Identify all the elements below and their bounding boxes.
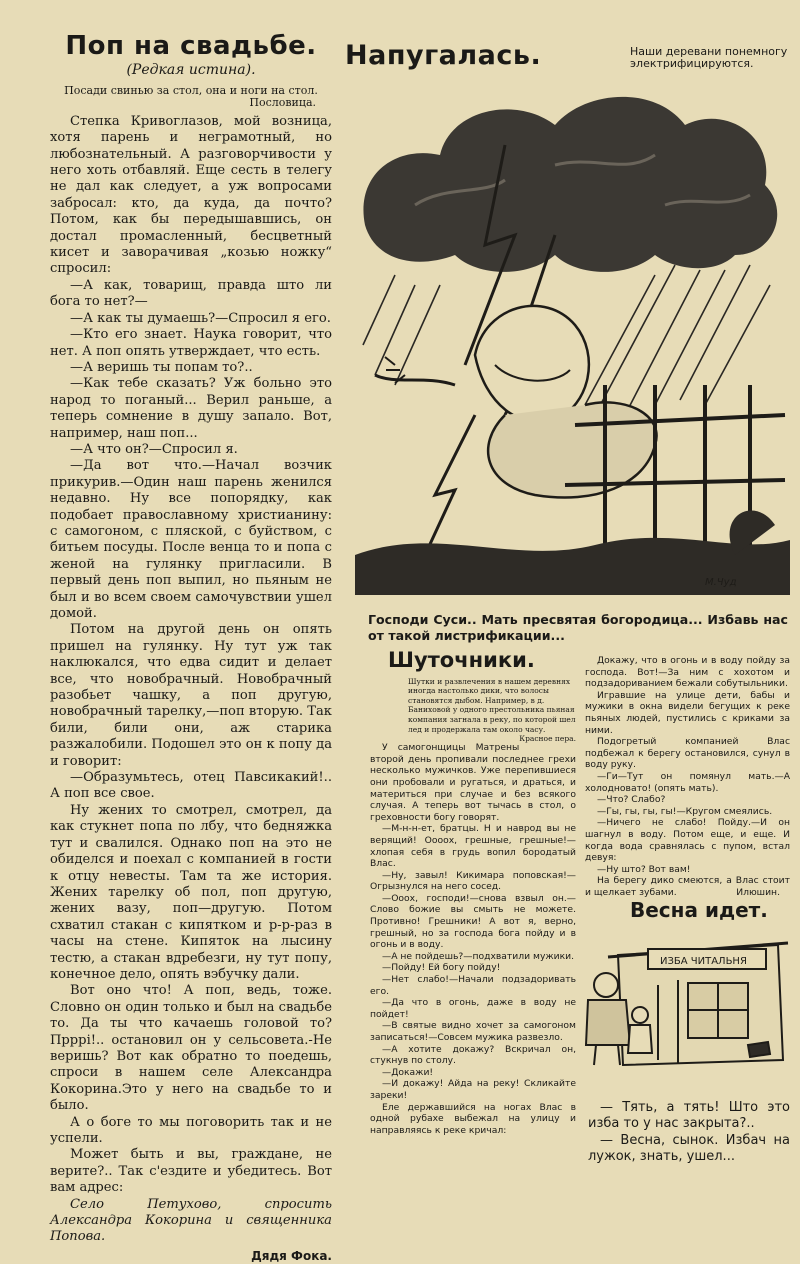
article-subtitle: (Редкая истина).: [126, 62, 256, 79]
paragraph: —Образумьтесь, отец Павсикакий!.. А поп все свое.: [50, 770, 332, 802]
paragraph: На берегу дико смеются, а Влас стоит и щелкает зубами.: [585, 875, 790, 898]
dialogue-line: — Весна, сынок. Избач на лужок, знать, ушел...: [588, 1132, 790, 1165]
paragraph: —Ну што? Вот вам!: [597, 863, 691, 875]
epigraph: [50, 85, 332, 110]
paragraph: —М-н-н-ет, братцы. Н и наврод вы не верящий! Оооох, грешные, грешные!—хлопая себя в грудь вопил бородатый Влас.: [370, 823, 576, 870]
paragraph: У самогонщицы Матрены второй день пропивали последнее грехи несколько мужичков. Уже перепившиеся они пробовали и ругаться, и драться, и материться при случае и без всякого случая. А теперь вот тычась в стол, о греховности богу говорят.: [370, 742, 576, 823]
epigraph-source: Пословица.: [249, 96, 316, 110]
paragraph: —Ничего не слабо! Пойду.—И он шагнул в воду. Потом еще, и еще. И когда вода сравнялась с пупом, встал девуя:: [585, 817, 790, 864]
paragraph: —Да вот что.—Начал возчик прикурив.—Один наш парень женился недавно. Ну все попорядку, как подобает православному христианину: с самогоном, с пляской, с буйством, с битьем посуды. После венца то и попа с женой на гулянку пригласили. В первый день поп выпил, но пьяным не был и во всем своем самочувствии ушел домой.: [50, 458, 332, 621]
dialogue-line: — Тять, а тять! Што это изба то у нас закрыта?..: [588, 1100, 790, 1132]
paragraph: —Ооох, господи!—снова взвыл он.— Слово божие вы смыть не можете. Противно! Грешники! А вот я, верно, грешный, но за господа бога пойду и в огонь и в воду.: [370, 892, 576, 951]
jokers-signature: Илюшин.: [736, 886, 780, 898]
article-shutochniki: [370, 648, 576, 1136]
epigraph-text: Посади свинью за стол, она и ноги на стол.: [64, 83, 318, 97]
article-pop-na-svadbe: [50, 31, 332, 1264]
paragraph: Потом на другой день он опять пришел на гулянку. Ну тут уж так наклюкался, что едва сидит и делает все, что новобрачный. Новобрачный разобьет чашку, а поп другую, новобрачный тарелку,—поп вторую. Так били, били они, аж старика разжалобили. Подошел это он к попу да и говорит:: [50, 622, 332, 769]
reading-hut-sign: ИЗБА ЧИТАЛЬНЯ: [660, 956, 747, 967]
jokers-intro-text: Шутки и развлечения в нашем деревнях иногда настолько дики, что волосы становятся дыбом. Например, в д. Баниховой у одного престольника пьяная компания загнала в реку, по которой шел лед и продержала там около часу.: [408, 676, 576, 734]
paragraph: —И докажу! Айда на реку! Скликайте зареки!: [370, 1078, 576, 1101]
reading-hut-illustration: [578, 935, 793, 1070]
paragraph: Вот оно что! А поп, ведь, тоже. Словно он один только и был на свадьбе то. Да ты что качаешь головой то? Прррі!.. остановил он у сельсовета.-Не веришь? Вот как обратно то поедешь, спроси в нашем селе Александра Кокорина.Это у него на свадьбе то и было.: [50, 983, 332, 1114]
paragraph: —Как тебе сказать? Уж больно это народ то поганый... Верил раньше, а теперь сомнение в душу запало. Вот, например, наш поп...: [50, 376, 332, 441]
jokers-intro-source: Красное пера.: [519, 734, 576, 744]
paragraph: —Кто его знает. Наука говорит, что нет. А поп опять утверждает, что есть.: [50, 327, 332, 359]
paragraph: —А веришь ты попам то?..: [70, 359, 253, 375]
storm-cartoon-illustration: [355, 85, 790, 595]
jokers-title: Шуточники.: [388, 648, 535, 672]
paragraph: —Докажи!: [382, 1066, 434, 1078]
paragraph: Игравшие на улице дети, бабы и мужики в окна видели бегущих к реке пьяных людей, пустились с криками за ними.: [585, 689, 790, 736]
cartoon-title: Напугалась.: [345, 40, 542, 71]
paragraph: —А что он?—Спросил я.: [70, 441, 238, 457]
paragraph: —Ги—Тут он помянул мать.—А холодновато! (опять мать).: [585, 770, 790, 794]
paragraph: А о боге то мы поговорить так и не успели.: [50, 1114, 332, 1146]
storm-cloud: [363, 97, 777, 272]
spring-title: Весна идет.: [630, 898, 768, 922]
artist-signature: М.Чуд: [705, 577, 737, 588]
child-figure: [628, 1007, 652, 1053]
paragraph: —Ну, завыл! Кикимара поповская!—Огрызнулся на него сосед.: [370, 869, 576, 893]
jokers-intro: [370, 676, 576, 744]
paragraph: —А не пойдешь?—подхватили мужики.: [382, 950, 575, 962]
paragraph: Может быть и вы, граждане, не верите?.. Так с'ездите и убедитесь. Вот вам адрес:: [50, 1147, 332, 1196]
paragraph: Ну жених то смотрел, смотрел, да как стукнет попа по лбу, что бедняжка тут и свалился. Однако поп на это не обиделся и поехал с компанией в гости к отцу невесты. Там та же история. Жених тарелку об пол, поп другую, жених вазу, поп—другую. Потом схватил стакан с кипятком и р-р-раз в часы на стене. Кипяток на лысину тестю, а стакан вдребезги, ну тут попу, конечное дело, опять вэбучку дали.: [50, 802, 332, 982]
spring-dialogue: [588, 1100, 790, 1166]
paragraph: —А как ты думаешь?—Спросил я его.: [70, 310, 331, 326]
paragraph: —Да что в огонь, даже в воду не пойдет!: [370, 997, 576, 1020]
paragraph: —Гы, гы, гы, гы!—Кругом смеялись.: [597, 805, 773, 817]
article-shutochniki-continued: [585, 655, 790, 898]
cartoon-note: Наши деревани понемногу электрифицируются.: [630, 45, 788, 70]
address: Село Петухово, спросить Александра Кокорина и священника Попова.: [50, 1196, 332, 1245]
paragraph: —Что? Слабо?: [597, 794, 666, 806]
paragraph: Докажу, что в огонь и в воду пойду за господа. Вот!—За ним с хохотом и подзадориванием бежали собутыльники.: [585, 655, 790, 690]
paragraph: —В святые видно хочет за самогоном записаться!—Совсем мужика развезло.: [370, 1020, 576, 1043]
author-signature: Дядя Фока.: [251, 1248, 332, 1263]
article-title: Поп на свадьбе.: [65, 31, 317, 61]
paragraph: —А как, товарищ, правда што ли бога то нет?—: [50, 277, 332, 310]
cartoon-caption: Господи Суси.. Мать пресвятая богородица... Избавь нас от такой листрификации...: [368, 612, 788, 643]
paragraph: Степка Кривоглазов, мой возница, хотя парень и неграмотный, но любознательный. А разговорчивости у него хоть отбавляй. Еще сесть в телегу не дал как следует, а уж вопросами забросал: кто, да куда, да почто? Потом, как бы передышавшись, он достал промасленный, бесцветный кисет и заворачивая „козью ножку“ спросил:: [50, 113, 332, 277]
paragraph: Еле державшийся на ногах Влас в одной рубахе выбежал на улицу и направляясь к реке кричал:: [370, 1101, 576, 1136]
paragraph: Подогретый компанией Влас подбежал к берегу остановился, сунул в воду руку.: [585, 736, 790, 771]
paragraph: —Пойду! Ей богу пойду!: [382, 962, 501, 974]
paragraph: —Нет слабо!—Начали подзадоривать его.: [370, 974, 576, 997]
paragraph: —А хотите докажу? Вскричал он, стукнув по столу.: [370, 1043, 576, 1067]
